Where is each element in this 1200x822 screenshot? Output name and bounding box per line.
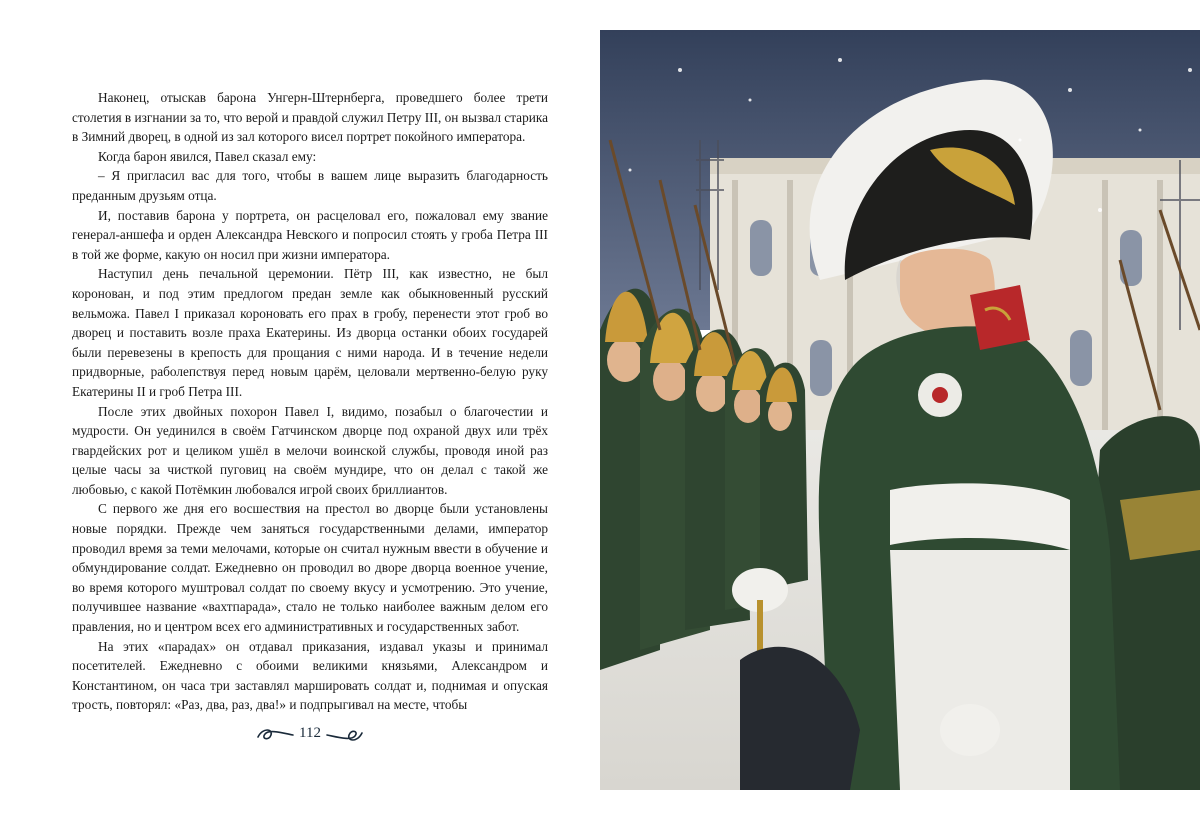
paragraph: – Я пригласил вас для того, чтобы в вашем лице выразить благодарность преданным друзьям отца.: [72, 168, 548, 203]
page-number-ornament: [255, 723, 365, 747]
paragraph: Наступил день печальной церемонии. Пётр III, как известно, не был коронован, и под этим предлогом предан земле как обыкновенный русский вельможа. Павел I приказал короновать его прах в гробу, перенести этот гроб во дворец и поставить возле праха Екатерины. Из дворца останки обоих государей были перевезены в крепость для прощания с ними народа. И в течение недели придворные, раболепствуя перед новым царём, целовали мертвенно-белую руку Екатерины II и гроб Петра III.: [72, 266, 548, 399]
illustration-emperor-parade: [600, 30, 1200, 790]
red-collar: [970, 285, 1030, 350]
watercolor-illustration: [600, 30, 1200, 790]
paragraph: С первого же дня его восшествия на престол во дворце были установлены новые порядки. Прежде чем заняться государственными делами, император проводил время за теми мелочами, которые он считал нужным ввести в обучение и обмундирование солдат. Ежедневно он проводил во дворе дворца военное учение, во время которого муштровал солдат по своему вкусу и усмотрению. Это учение, получившее название «вахтпарада», стало не только наиболее важным делом его правления, но и центром всех его административных и государственных забот.: [72, 501, 548, 635]
paragraph: Наконец, отыскав барона Унгерн-Штернберга, проведшего более трети столетия в изгнании за то, что верой и правдой служил Петру III, он вызвал старика в Зимний дворец, в одной из зал которого висел портрет покойного императора.: [72, 90, 548, 145]
page-number: 112: [299, 725, 321, 741]
paragraph: На этих «парадах» он отдавал приказания, издавал указы и принимал посетителей. Ежедневно с обоими великими князьями, Александром и Константином, он часа три заставлял маршировать солдат и, поднимая и опуская трость, повторял: «Раз, два, раз, два!» и подпрыгивал на месте, чтобы: [72, 638, 548, 713]
paragraph: И, поставив барона у портрета, он расцеловал его, пожаловал ему звание генерал-аншефа и орден Александра Невского и попросил стоять у гроба Петра III в той же форме, какую он носил при жизни императора.: [72, 207, 548, 262]
paragraph: После этих двойных похорон Павел I, видимо, позабыл о благочестии и мудрости. Он уединился в своём Гатчинском дворце под охраной двух или трёх гвардейских рот и целиком ушёл в мелочи воинской службы, проводя иной раз целые часы за чисткой пуговиц на своём мундире, что он делал с такой же любовью, с какой Потёмкин любовался игрой своих бриллиантов.: [72, 403, 548, 497]
order-star-icon: [918, 373, 962, 417]
paragraph: Когда барон явился, Павел сказал ему:: [98, 148, 317, 164]
text-block: [72, 88, 548, 715]
